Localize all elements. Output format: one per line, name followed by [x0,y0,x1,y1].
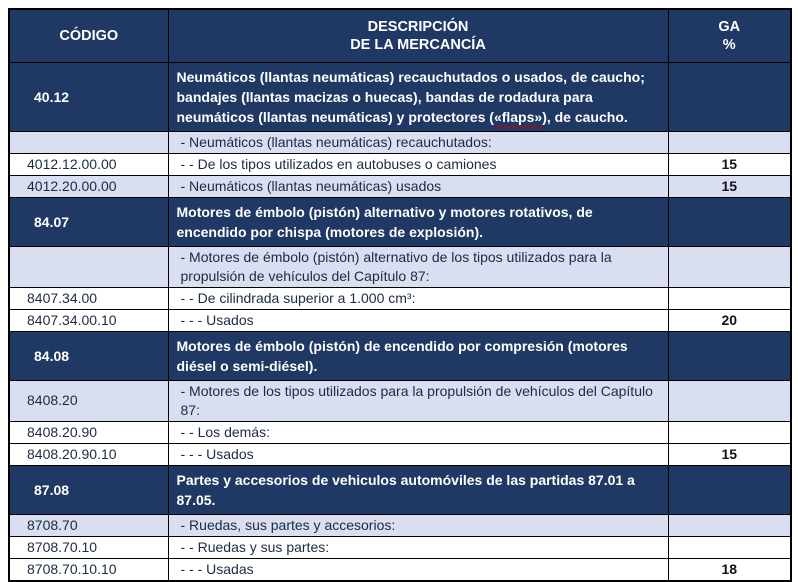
description-text: ), de caucho. [542,108,628,125]
description-cell: Motores de émbolo (pistón) de encendido por compresión (motores diésel o semi-diésel). [168,331,668,380]
ga-cell: 15 [668,175,791,197]
description-cell: - - - Usadas [168,558,668,581]
description-cell: - - - Usados [168,443,668,465]
ga-cell [668,62,791,131]
description-text: Neumáticos (llantas neumáticas) recauchutados o usados, de caucho; bandajes (llantas macizas o huecas), bandas de rodadura para neumáticos (llantas neumáticas) y protectores ( [176,68,645,125]
description-cell: - Motores de émbolo (pistón) alternativo de los tipos utilizados para la propulsión de vehículos del Capítulo 87: [168,246,668,287]
header-codigo-label: CÓDIGO [59,27,119,44]
code-cell [9,131,168,153]
table-row [9,197,791,246]
ga-cell [668,331,791,380]
description-cell: - - Ruedas y sus partes: [168,536,668,558]
table-row [9,246,791,287]
table-row [9,465,791,514]
description-cell [168,62,668,131]
description-cell: - Neumáticos (llantas neumáticas) usados [168,175,668,197]
code-cell: 40.12 [9,62,168,131]
ga-cell [668,197,791,246]
table-row [9,558,791,581]
ga-cell [668,287,791,309]
header-descripcion-line1: DESCRIPCIÓN [367,18,469,35]
table-row [9,536,791,558]
ga-cell [668,246,791,287]
description-text-spellchecked: «flaps» [493,108,543,125]
header-codigo [9,9,168,62]
header-ga-line2: % [722,36,736,53]
table-row [9,153,791,175]
table-row [9,514,791,536]
code-cell: 4012.12.00.00 [9,153,168,175]
description-cell: - Ruedas, sus partes y accesorios: [168,514,668,536]
ga-cell [668,131,791,153]
ga-cell [668,421,791,443]
table-row [9,443,791,465]
header-ga [668,9,791,62]
header-descripcion-line2: DE LA MERCANCÍA [350,36,486,53]
table-row [9,131,791,153]
code-cell: 8708.70.10 [9,536,168,558]
description-cell: - - - Usados [168,309,668,331]
description-cell: - Neumáticos (llantas neumáticas) recauchutados: [168,131,668,153]
description-cell: Partes y accesorios de vehiculos automóviles de las partidas 87.01 a 87.05. [168,465,668,514]
table-row [9,309,791,331]
table-row [9,62,791,131]
table-row [9,175,791,197]
ga-cell [668,465,791,514]
table-row [9,287,791,309]
code-cell: 8407.34.00.10 [9,309,168,331]
code-cell: 8408.20 [9,380,168,421]
ga-cell [668,380,791,421]
code-cell: 8408.20.90 [9,421,168,443]
ga-cell: 20 [668,309,791,331]
code-cell: 84.08 [9,331,168,380]
description-cell: - Motores de los tipos utilizados para la propulsión de vehículos del Capítulo 87: [168,380,668,421]
table-row [9,421,791,443]
code-cell: 87.08 [9,465,168,514]
description-cell: - - De los tipos utilizados en autobuses o camiones [168,153,668,175]
table-header-row [9,9,791,62]
code-cell: 8408.20.90.10 [9,443,168,465]
header-ga-line1: GA [718,18,741,35]
ga-cell: 15 [668,153,791,175]
header-descripcion [168,9,668,62]
description-cell: - - De cilindrada superior a 1.000 cm³: [168,287,668,309]
code-cell: 8708.70.10.10 [9,558,168,581]
table-row [9,380,791,421]
ga-cell: 15 [668,443,791,465]
ga-cell: 18 [668,558,791,581]
ga-cell [668,536,791,558]
code-cell [9,246,168,287]
code-cell: 8407.34.00 [9,287,168,309]
ga-cell [668,514,791,536]
description-cell: - - Los demás: [168,421,668,443]
tariff-table [8,8,792,582]
table-row [9,331,791,380]
description-cell: Motores de émbolo (pistón) alternativo y motores rotativos, de encendido por chispa (motores de explosión). [168,197,668,246]
code-cell: 4012.20.00.00 [9,175,168,197]
code-cell: 8708.70 [9,514,168,536]
code-cell: 84.07 [9,197,168,246]
